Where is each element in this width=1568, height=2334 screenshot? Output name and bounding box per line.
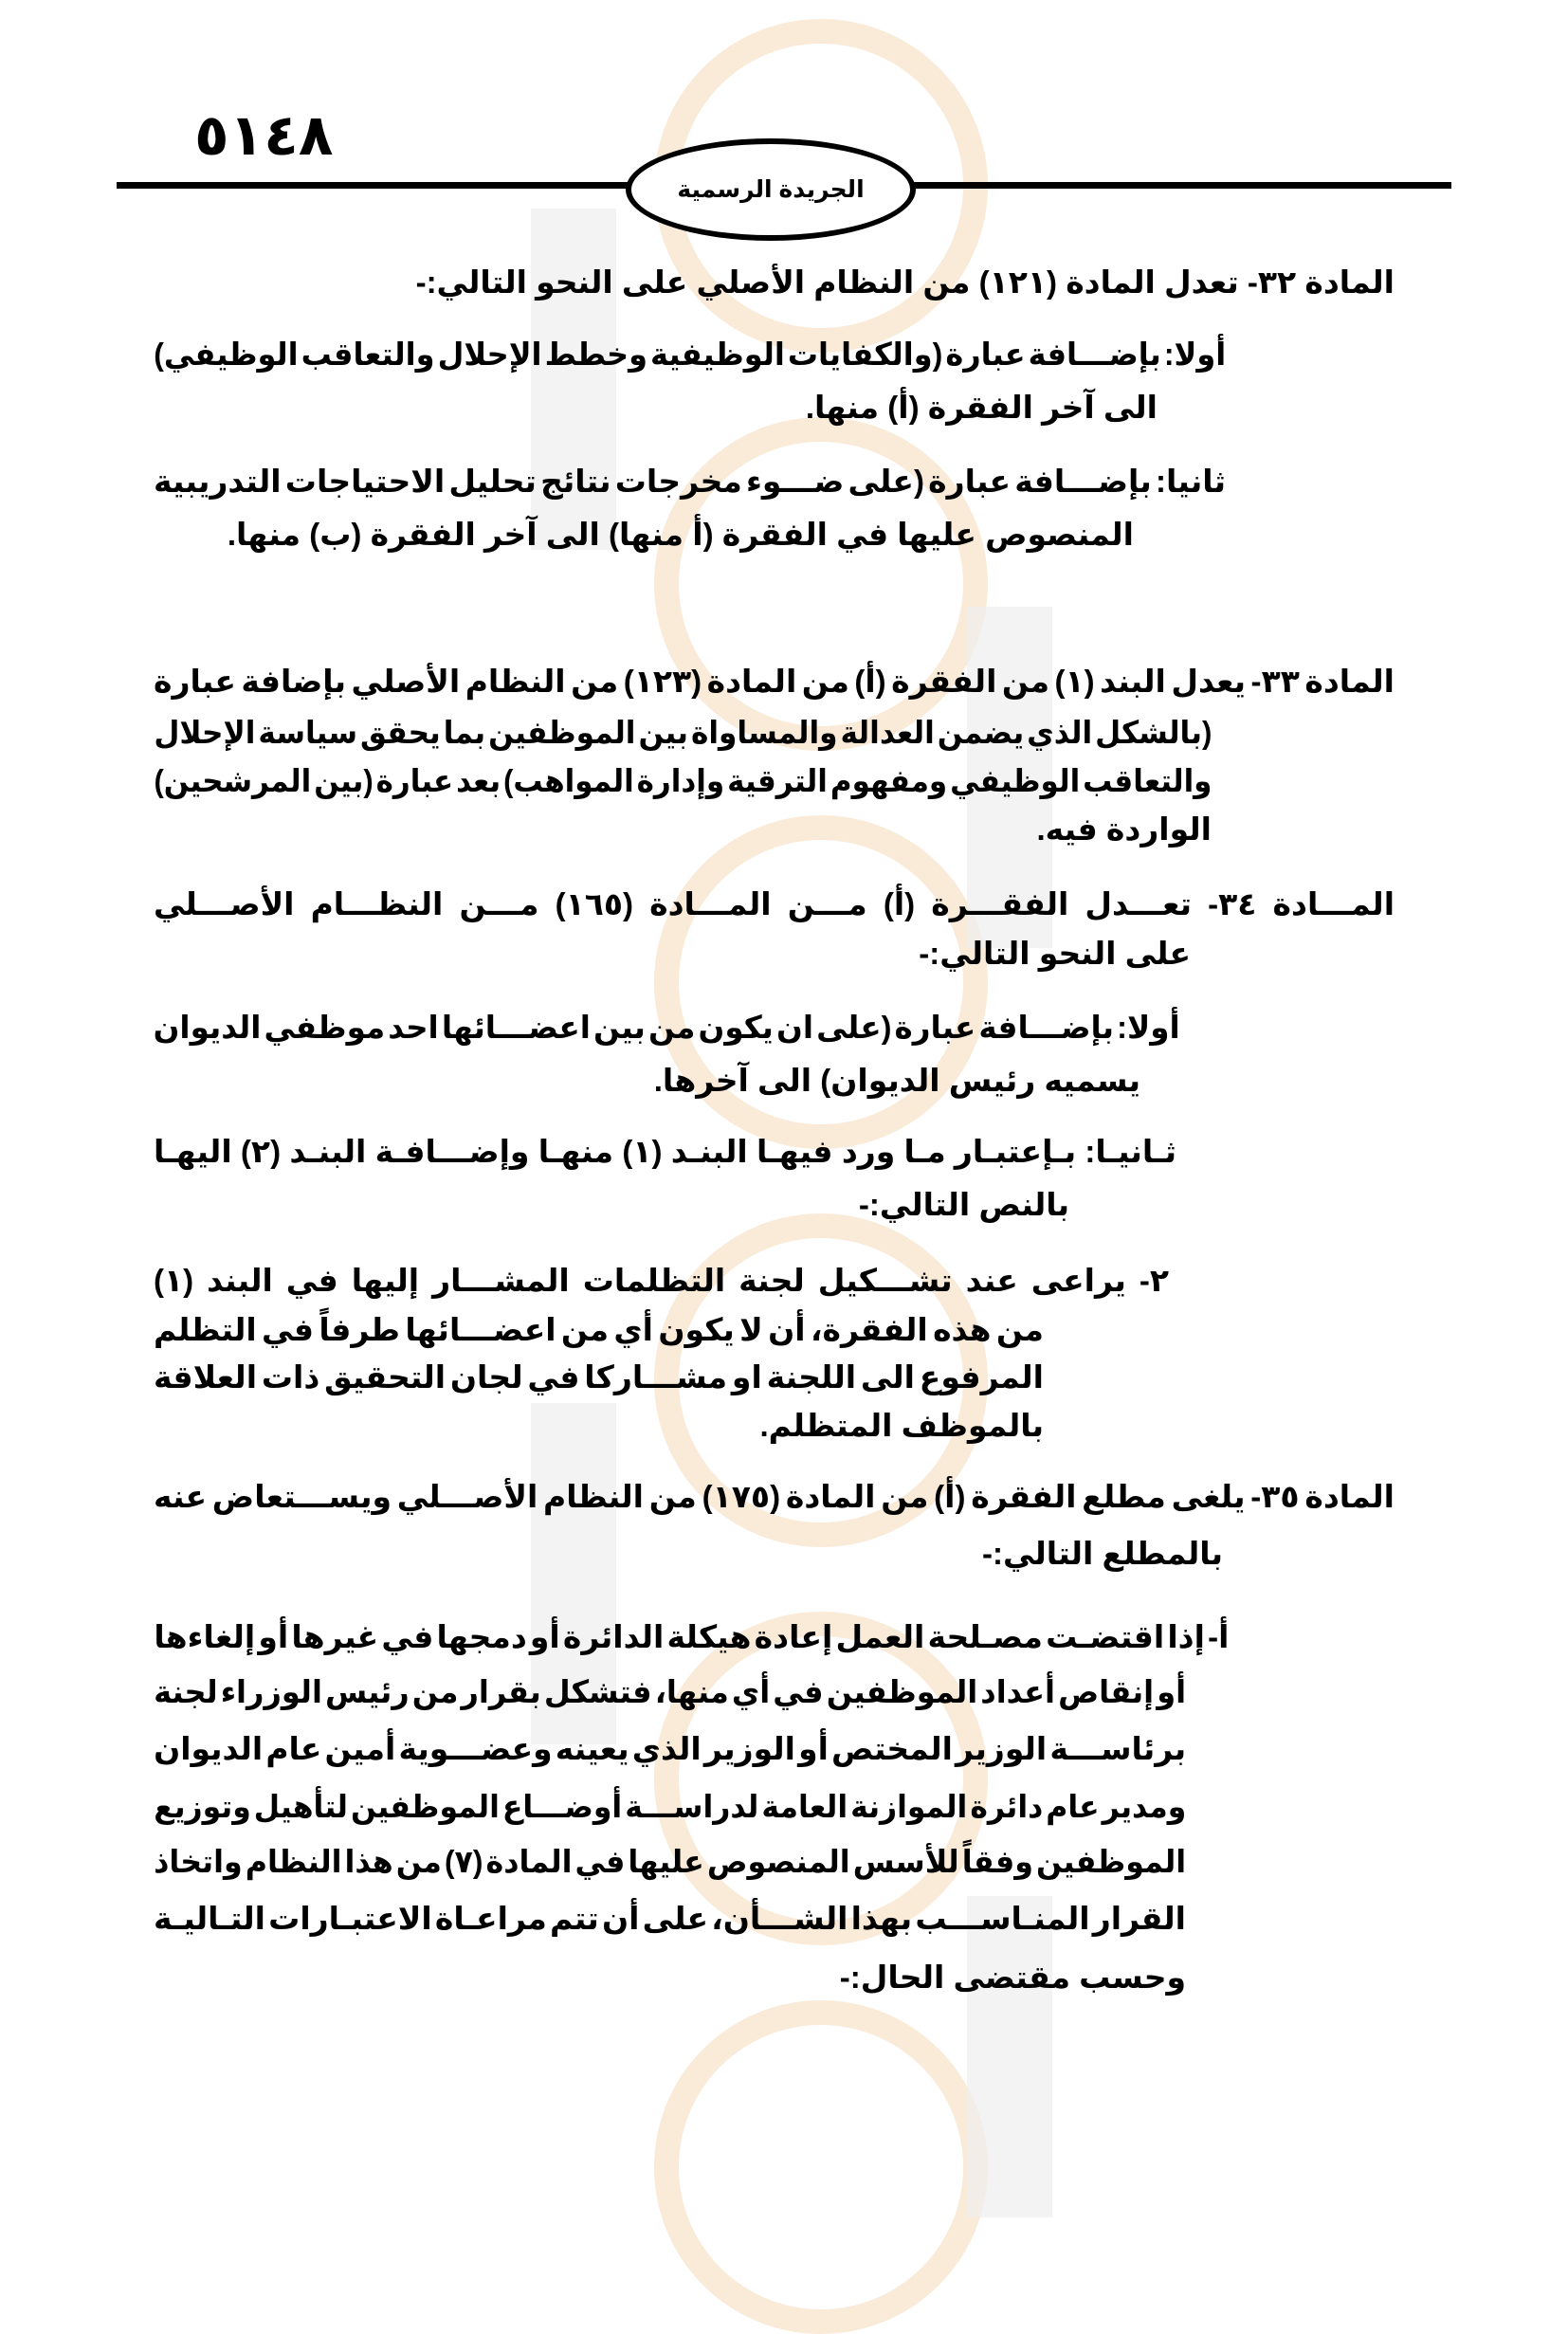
article-34-clause-2-cont-row (154, 1311, 1044, 1349)
article-35-heading: المادة ٣٥- يلغى مطلع الفقرة (أ) من المادة (١٧٥) من النظام الأصـــلي ويســـتعاض عنه (154, 1479, 1395, 1514)
watermark-logo-bar (967, 1896, 1052, 2217)
article-32-heading: المادة ٣٢- تعدل المادة (١٢١) من النظام الأصلي على النحو التالي:- (415, 264, 1395, 300)
article-33-heading-row (154, 663, 1395, 701)
article-35-clause-a-cont-row (154, 1673, 1186, 1711)
article-33-line-row (154, 714, 1212, 752)
article-34-second-line-cont-row (154, 1186, 1069, 1224)
article-33-heading: المادة ٣٣- يعدل البند (١) من الفقرة (أ) من المادة (١٢٣) من النظام الأصلي بإضافة عبارة (154, 664, 1395, 699)
article-32-first-line: أولا: بإضـــافة عبارة (والكفايات الوظيفية وخطط الإحلال والتعاقب الوظيفي) (154, 337, 1226, 372)
article-35-clause-a-cont-row (154, 1730, 1186, 1768)
page-number: ٥١٤٨ (194, 103, 334, 167)
article-34-clause-2-cont-row (154, 1407, 1044, 1445)
article-35-heading-row (154, 1478, 1395, 1516)
article-32-second-line-cont-row (154, 516, 1134, 554)
article-33-line: والتعاقب الوظيفي ومفهوم الترقية وإدارة المواهب) بعد عبارة (بين المرشحين) (154, 763, 1212, 798)
article-34-first-line-cont-row (154, 1062, 1140, 1100)
article-34-clause-2-cont: من هذه الفقرة، أن لا يكون أي من اعضـــائها طرفاً في التظلم (154, 1312, 1044, 1347)
article-34-second-line-row (154, 1133, 1176, 1171)
article-33-line-row (154, 811, 1212, 848)
article-34-heading-row (154, 885, 1395, 923)
article-35-clause-a-cont: الموظفين وفقاً للأسس المنصوص عليها في المادة (٧) من هذا النظام واتخاذ (154, 1844, 1186, 1879)
article-35-clause-a-cont-row (154, 1843, 1186, 1881)
article-34-first-line-row (154, 1009, 1180, 1047)
article-34-first-line: أولا: بإضـــافة عبارة (على ان يكون من بين اعضـــائها احد موظفي الديوان (154, 1010, 1180, 1045)
article-34-heading-cont-row (154, 935, 1191, 973)
article-33-line: (بالشكل الذي يضمن العدالة والمساواة بين الموظفين بما يحقق سياسة الإحلال (154, 715, 1212, 750)
article-32-second-line-row (154, 463, 1226, 501)
article-35-clause-a-cont: ومدير عام دائرة الموازنة العامة لدراســـة أوضـــاع الموظفين لتأهيل وتوزيع (154, 1789, 1186, 1824)
article-35-clause-a-cont: برئاســـة الوزير المختص أو الوزير الذي يعينه وعضـــوية أمين عام الديوان (154, 1731, 1186, 1766)
gazette-title: الجريدة الرسمية (677, 176, 865, 203)
article-33-line-row (154, 762, 1212, 800)
article-35-clause-a-cont-row (154, 1788, 1186, 1826)
gazette-title-oval (626, 138, 916, 241)
article-35-clause-a-cont: القرار المنـاســـب بهذا الشـــأن، على أن تتم مراعـاة الاعتبـارات التـاليـة (154, 1901, 1186, 1936)
article-32-heading-row (154, 264, 1395, 301)
article-35-clause-a: أ- إذا اقتضـت مصـلحة العمل إعادة هيكلة الدائرة أو دمجها في غيرها أو إلغاءها (154, 1619, 1229, 1654)
article-34-clause-2-cont-row (154, 1358, 1044, 1396)
article-34-first-line-cont: يسميه رئيس الديوان) الى آخرها. (653, 1063, 1140, 1098)
article-33-line: الواردة فيه. (1036, 811, 1212, 847)
article-34-clause-2: ٢- يراعى عند تشـــكيل لجنة التظلمات المشـــار إليها في البند (١) (154, 1263, 1169, 1298)
article-34-second-line-cont: بالنص التالي:- (858, 1187, 1069, 1222)
watermark-clock-icon (654, 1612, 988, 1945)
article-34-clause-2-cont: بالموظف المتظلم. (759, 1408, 1044, 1443)
article-34-second-line: ثـانيـا: بـإعتبـار مـا ورد فيهـا البنـد (١) منهـا وإضـــافـة البنـد (٢) اليهـا (154, 1134, 1176, 1169)
article-35-clause-a-cont-row (154, 1900, 1186, 1938)
article-34-heading: المـــادة ٣٤- تعـــدل الفقـــرة (أ) مـــن المـــادة (١٦٥) مـــن النظـــام الأصـــلي (154, 886, 1395, 921)
article-32-first-line-row (154, 336, 1226, 374)
article-34-clause-2-row (154, 1262, 1169, 1300)
article-35-heading-cont-row (154, 1535, 1223, 1573)
article-32-second-line: ثانيا: بإضـــافة عبارة (على ضـــوء مخرجات نتائج تحليل الاحتياجات التدريبية (154, 464, 1226, 499)
article-32-first-line-cont-row (154, 389, 1158, 427)
article-35-clause-a-cont: وحسب مقتضى الحال:- (839, 1960, 1186, 1995)
article-35-heading-cont: بالمطلع التالي:- (982, 1536, 1223, 1571)
article-35-clause-a-cont: أو إنقاص أعداد الموظفين في أي منها، فتشكل بقرار من رئيس الوزراء لجنة (154, 1674, 1186, 1709)
article-35-clause-a-cont-row (154, 1959, 1186, 1997)
article-32-first-line-cont: الى آخر الفقرة (أ) منها. (805, 390, 1158, 425)
article-34-heading-cont: على النحو التالي:- (919, 936, 1191, 971)
article-34-clause-2-cont: المرفوع الى اللجنة او مشـــاركا في لجان التحقيق ذات العلاقة (154, 1359, 1044, 1395)
article-32-second-line-cont: المنصوص عليها في الفقرة (أ منها) الى آخر الفقرة (ب) منها. (227, 517, 1134, 552)
article-35-clause-a-row (154, 1618, 1229, 1656)
watermark-clock-icon (654, 2000, 988, 2334)
